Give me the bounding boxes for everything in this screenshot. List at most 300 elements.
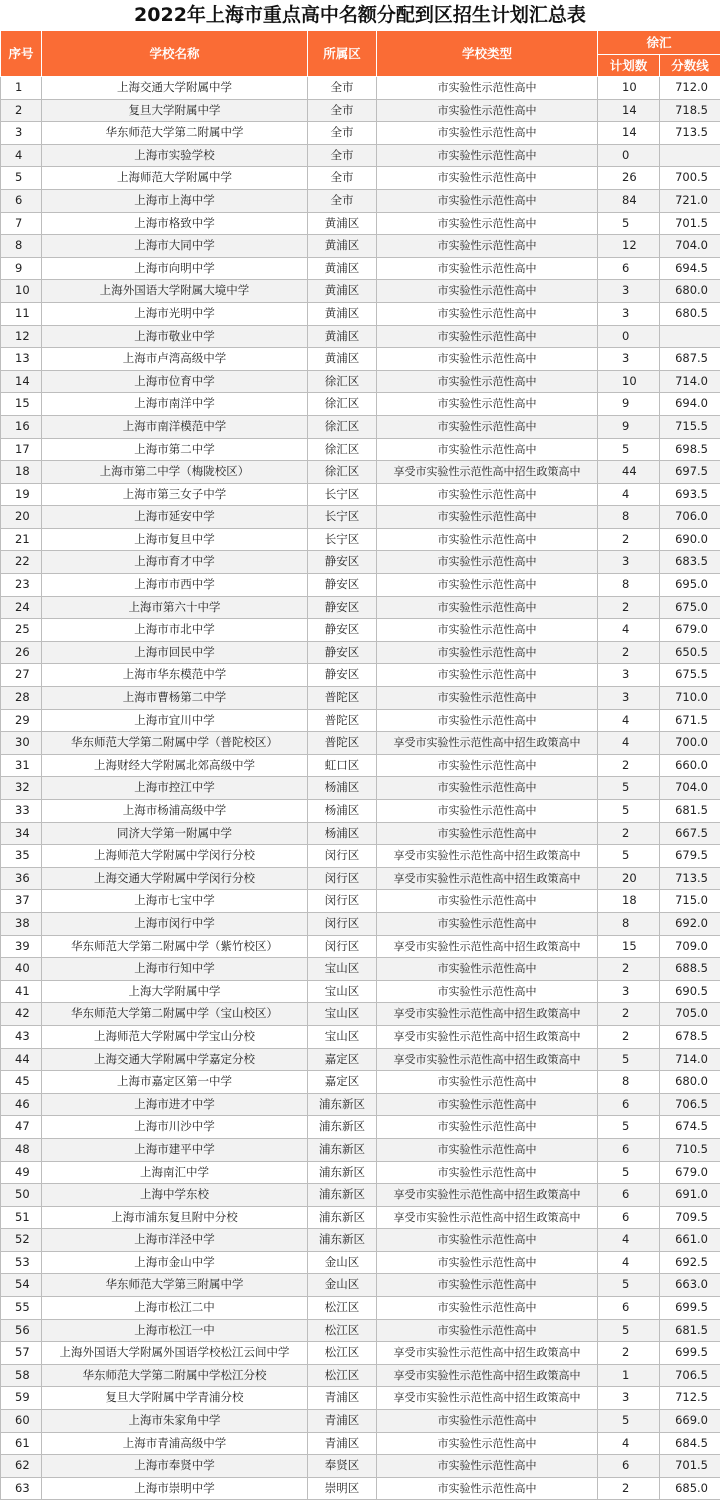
cell-school-name: 上海市松江一中 <box>42 1319 308 1342</box>
cell-index: 31 <box>1 754 42 777</box>
cell-school-type: 市实验性示范性高中 <box>377 574 598 597</box>
cell-school-type: 市实验性示范性高中 <box>377 1432 598 1455</box>
cell-district: 青浦区 <box>308 1432 377 1455</box>
cell-district: 浦东新区 <box>308 1138 377 1161</box>
cell-plan-count: 4 <box>598 1432 660 1455</box>
cell-index: 25 <box>1 619 42 642</box>
cell-plan-count: 3 <box>598 687 660 710</box>
cell-school-type: 市实验性示范性高中 <box>377 122 598 145</box>
cell-school-type: 市实验性示范性高中 <box>377 1455 598 1478</box>
cell-school-name: 上海市回民中学 <box>42 641 308 664</box>
cell-plan-count: 5 <box>598 777 660 800</box>
cell-index: 57 <box>1 1342 42 1365</box>
cell-plan-count: 4 <box>598 483 660 506</box>
cell-index: 6 <box>1 189 42 212</box>
cell-score-line: 699.5 <box>660 1297 720 1320</box>
table-row <box>1 528 720 551</box>
cell-plan-count: 2 <box>598 1477 660 1500</box>
cell-school-type: 市实验性示范性高中 <box>377 890 598 913</box>
cell-index: 30 <box>1 732 42 755</box>
cell-plan-count: 6 <box>598 1184 660 1207</box>
cell-score-line: 669.0 <box>660 1410 720 1433</box>
cell-district: 宝山区 <box>308 980 377 1003</box>
cell-school-type: 市实验性示范性高中 <box>377 777 598 800</box>
cell-school-name: 上海市宜川中学 <box>42 709 308 732</box>
cell-district: 黄浦区 <box>308 348 377 371</box>
cell-index: 54 <box>1 1274 42 1297</box>
cell-school-type: 享受市实验性示范性高中招生政策高中 <box>377 1184 598 1207</box>
cell-score-line: 693.5 <box>660 483 720 506</box>
cell-plan-count: 8 <box>598 506 660 529</box>
table-row <box>1 1048 720 1071</box>
cell-school-name: 上海市南洋中学 <box>42 393 308 416</box>
cell-score-line <box>660 325 720 348</box>
cell-school-type: 市实验性示范性高中 <box>377 280 598 303</box>
cell-school-name: 上海市敬业中学 <box>42 325 308 348</box>
cell-score-line: 709.5 <box>660 1206 720 1229</box>
cell-score-line: 715.5 <box>660 415 720 438</box>
cell-school-type: 享受市实验性示范性高中招生政策高中 <box>377 1387 598 1410</box>
cell-school-type: 市实验性示范性高中 <box>377 1071 598 1094</box>
cell-index: 56 <box>1 1319 42 1342</box>
cell-index: 59 <box>1 1387 42 1410</box>
cell-district: 长宁区 <box>308 506 377 529</box>
cell-school-name: 华东师范大学第二附属中学（普陀校区） <box>42 732 308 755</box>
cell-plan-count: 5 <box>598 1319 660 1342</box>
cell-district: 长宁区 <box>308 528 377 551</box>
cell-plan-count: 5 <box>598 1048 660 1071</box>
cell-index: 55 <box>1 1297 42 1320</box>
cell-school-type: 市实验性示范性高中 <box>377 619 598 642</box>
cell-district: 徐汇区 <box>308 415 377 438</box>
cell-school-name: 上海市格致中学 <box>42 212 308 235</box>
cell-district: 浦东新区 <box>308 1184 377 1207</box>
cell-index: 18 <box>1 461 42 484</box>
cell-district: 普陀区 <box>308 732 377 755</box>
cell-score-line: 712.5 <box>660 1387 720 1410</box>
cell-school-type: 市实验性示范性高中 <box>377 1274 598 1297</box>
cell-school-type: 市实验性示范性高中 <box>377 1410 598 1433</box>
cell-plan-count: 6 <box>598 1138 660 1161</box>
table-row <box>1 1161 720 1184</box>
cell-school-name: 上海市向明中学 <box>42 257 308 280</box>
cell-plan-count: 18 <box>598 890 660 913</box>
cell-school-type: 市实验性示范性高中 <box>377 77 598 100</box>
cell-district: 静安区 <box>308 574 377 597</box>
cell-index: 53 <box>1 1251 42 1274</box>
table-row <box>1 212 720 235</box>
cell-district: 静安区 <box>308 551 377 574</box>
table-row <box>1 1138 720 1161</box>
cell-district: 静安区 <box>308 596 377 619</box>
cell-score-line: 697.5 <box>660 461 720 484</box>
cell-index: 10 <box>1 280 42 303</box>
cell-school-name: 上海市华东模范中学 <box>42 664 308 687</box>
cell-index: 26 <box>1 641 42 664</box>
table-row <box>1 1364 720 1387</box>
cell-score-line: 709.0 <box>660 935 720 958</box>
cell-index: 4 <box>1 144 42 167</box>
cell-plan-count: 9 <box>598 393 660 416</box>
cell-score-line: 714.0 <box>660 1048 720 1071</box>
cell-district: 闵行区 <box>308 890 377 913</box>
cell-school-name: 上海大学附属中学 <box>42 980 308 1003</box>
table-row <box>1 890 720 913</box>
cell-score-line: 694.5 <box>660 257 720 280</box>
table-row <box>1 687 720 710</box>
cell-plan-count: 2 <box>598 1003 660 1026</box>
header-type: 学校类型 <box>377 31 598 77</box>
cell-index: 23 <box>1 574 42 597</box>
page-title: 2022年上海市重点高中名额分配到区招生计划汇总表 <box>134 4 586 26</box>
cell-index: 44 <box>1 1048 42 1071</box>
cell-score-line: 706.5 <box>660 1093 720 1116</box>
table-row <box>1 709 720 732</box>
table-row <box>1 1071 720 1094</box>
cell-school-name: 上海市七宝中学 <box>42 890 308 913</box>
table-row <box>1 1025 720 1048</box>
cell-school-name: 上海市延安中学 <box>42 506 308 529</box>
cell-school-type: 享受市实验性示范性高中招生政策高中 <box>377 935 598 958</box>
cell-index: 32 <box>1 777 42 800</box>
cell-district: 闵行区 <box>308 867 377 890</box>
cell-school-type: 市实验性示范性高中 <box>377 958 598 981</box>
cell-plan-count: 2 <box>598 528 660 551</box>
cell-school-name: 上海市杨浦高级中学 <box>42 800 308 823</box>
cell-index: 60 <box>1 1410 42 1433</box>
cell-plan-count: 10 <box>598 77 660 100</box>
header-score: 分数线 <box>660 55 720 77</box>
header-plan: 计划数 <box>598 55 660 77</box>
cell-school-name: 复旦大学附属中学青浦分校 <box>42 1387 308 1410</box>
table-row <box>1 122 720 145</box>
cell-district: 金山区 <box>308 1274 377 1297</box>
cell-score-line: 667.5 <box>660 822 720 845</box>
cell-plan-count: 2 <box>598 1342 660 1365</box>
table-row <box>1 1003 720 1026</box>
table-row <box>1 1297 720 1320</box>
cell-plan-count: 44 <box>598 461 660 484</box>
cell-plan-count: 5 <box>598 1116 660 1139</box>
table-body <box>1 77 720 1500</box>
cell-school-name: 上海市洋泾中学 <box>42 1229 308 1252</box>
cell-district: 黄浦区 <box>308 325 377 348</box>
cell-plan-count: 3 <box>598 302 660 325</box>
cell-district: 全市 <box>308 144 377 167</box>
cell-school-name: 上海交通大学附属中学闵行分校 <box>42 867 308 890</box>
cell-plan-count: 5 <box>598 438 660 461</box>
cell-index: 20 <box>1 506 42 529</box>
table-row <box>1 235 720 258</box>
cell-plan-count: 6 <box>598 257 660 280</box>
cell-plan-count: 4 <box>598 1229 660 1252</box>
cell-school-name: 复旦大学附属中学 <box>42 99 308 122</box>
cell-index: 39 <box>1 935 42 958</box>
cell-score-line: 713.5 <box>660 867 720 890</box>
cell-plan-count: 9 <box>598 415 660 438</box>
cell-score-line: 710.0 <box>660 687 720 710</box>
cell-plan-count: 84 <box>598 189 660 212</box>
table-row <box>1 483 720 506</box>
table-row <box>1 438 720 461</box>
table-row <box>1 867 720 890</box>
cell-index: 14 <box>1 370 42 393</box>
cell-school-name: 上海交通大学附属中学 <box>42 77 308 100</box>
cell-score-line: 700.5 <box>660 167 720 190</box>
cell-score-line: 679.0 <box>660 1161 720 1184</box>
cell-score-line: 710.5 <box>660 1138 720 1161</box>
cell-school-type: 市实验性示范性高中 <box>377 506 598 529</box>
cell-school-name: 上海市育才中学 <box>42 551 308 574</box>
cell-school-type: 市实验性示范性高中 <box>377 1319 598 1342</box>
cell-district: 杨浦区 <box>308 822 377 845</box>
cell-district: 徐汇区 <box>308 370 377 393</box>
table-row <box>1 1116 720 1139</box>
cell-index: 48 <box>1 1138 42 1161</box>
cell-index: 34 <box>1 822 42 845</box>
cell-score-line: 660.0 <box>660 754 720 777</box>
cell-district: 浦东新区 <box>308 1093 377 1116</box>
cell-score-line: 685.0 <box>660 1477 720 1500</box>
cell-school-name: 上海市复旦中学 <box>42 528 308 551</box>
table-row <box>1 506 720 529</box>
cell-school-type: 享受市实验性示范性高中招生政策高中 <box>377 1364 598 1387</box>
cell-district: 浦东新区 <box>308 1229 377 1252</box>
enrollment-table <box>0 30 720 1500</box>
cell-plan-count: 15 <box>598 935 660 958</box>
cell-score-line: 678.5 <box>660 1025 720 1048</box>
table-row <box>1 912 720 935</box>
cell-plan-count: 5 <box>598 1410 660 1433</box>
cell-district: 普陀区 <box>308 687 377 710</box>
cell-plan-count: 20 <box>598 867 660 890</box>
cell-school-name: 上海市川沙中学 <box>42 1116 308 1139</box>
cell-school-name: 华东师范大学第二附属中学 <box>42 122 308 145</box>
cell-school-name: 上海市行知中学 <box>42 958 308 981</box>
cell-school-name: 上海市青浦高级中学 <box>42 1432 308 1455</box>
table-row <box>1 189 720 212</box>
cell-score-line: 694.0 <box>660 393 720 416</box>
cell-school-name: 华东师范大学第二附属中学（宝山校区） <box>42 1003 308 1026</box>
table-row <box>1 325 720 348</box>
cell-plan-count: 12 <box>598 235 660 258</box>
cell-index: 52 <box>1 1229 42 1252</box>
cell-school-type: 市实验性示范性高中 <box>377 1297 598 1320</box>
cell-school-type: 享受市实验性示范性高中招生政策高中 <box>377 867 598 890</box>
cell-plan-count: 4 <box>598 619 660 642</box>
cell-school-type: 市实验性示范性高中 <box>377 1093 598 1116</box>
cell-district: 杨浦区 <box>308 800 377 823</box>
cell-school-name: 上海市奉贤中学 <box>42 1455 308 1478</box>
cell-index: 21 <box>1 528 42 551</box>
cell-score-line: 663.0 <box>660 1274 720 1297</box>
cell-district: 全市 <box>308 167 377 190</box>
table-row <box>1 1229 720 1252</box>
cell-school-name: 上海外国语大学附属外国语学校松江云间中学 <box>42 1342 308 1365</box>
cell-school-name: 上海市大同中学 <box>42 235 308 258</box>
cell-school-name: 上海市第三女子中学 <box>42 483 308 506</box>
cell-school-type: 市实验性示范性高中 <box>377 415 598 438</box>
cell-district: 静安区 <box>308 619 377 642</box>
cell-plan-count: 8 <box>598 912 660 935</box>
cell-district: 虹口区 <box>308 754 377 777</box>
cell-index: 47 <box>1 1116 42 1139</box>
table-row <box>1 754 720 777</box>
cell-district: 徐汇区 <box>308 393 377 416</box>
cell-score-line: 690.5 <box>660 980 720 1003</box>
cell-school-type: 市实验性示范性高中 <box>377 144 598 167</box>
cell-score-line: 712.0 <box>660 77 720 100</box>
cell-district: 静安区 <box>308 664 377 687</box>
cell-score-line: 706.0 <box>660 506 720 529</box>
cell-index: 33 <box>1 800 42 823</box>
cell-school-type: 享受市实验性示范性高中招生政策高中 <box>377 1342 598 1365</box>
cell-score-line <box>660 144 720 167</box>
cell-index: 16 <box>1 415 42 438</box>
header-index: 序号 <box>1 31 42 77</box>
table-row <box>1 845 720 868</box>
cell-plan-count: 5 <box>598 800 660 823</box>
cell-school-type: 享受市实验性示范性高中招生政策高中 <box>377 1003 598 1026</box>
cell-index: 49 <box>1 1161 42 1184</box>
table-row <box>1 732 720 755</box>
cell-school-type: 市实验性示范性高中 <box>377 1138 598 1161</box>
cell-plan-count: 8 <box>598 574 660 597</box>
cell-school-name: 上海市位育中学 <box>42 370 308 393</box>
table-row <box>1 1206 720 1229</box>
cell-district: 青浦区 <box>308 1410 377 1433</box>
cell-school-name: 上海市第二中学（梅陇校区） <box>42 461 308 484</box>
cell-school-type: 市实验性示范性高中 <box>377 754 598 777</box>
cell-school-type: 市实验性示范性高中 <box>377 189 598 212</box>
cell-school-name: 上海市市西中学 <box>42 574 308 597</box>
cell-school-type: 市实验性示范性高中 <box>377 167 598 190</box>
cell-index: 43 <box>1 1025 42 1048</box>
cell-district: 静安区 <box>308 641 377 664</box>
cell-plan-count: 3 <box>598 551 660 574</box>
cell-school-name: 上海市松江二中 <box>42 1297 308 1320</box>
cell-district: 黄浦区 <box>308 257 377 280</box>
cell-plan-count: 2 <box>598 754 660 777</box>
table-row <box>1 99 720 122</box>
cell-plan-count: 2 <box>598 596 660 619</box>
cell-district: 松江区 <box>308 1297 377 1320</box>
cell-index: 15 <box>1 393 42 416</box>
cell-school-name: 上海市第二中学 <box>42 438 308 461</box>
cell-district: 黄浦区 <box>308 212 377 235</box>
cell-school-type: 市实验性示范性高中 <box>377 483 598 506</box>
cell-index: 36 <box>1 867 42 890</box>
cell-district: 全市 <box>308 189 377 212</box>
table-row <box>1 348 720 371</box>
cell-score-line: 692.0 <box>660 912 720 935</box>
cell-school-type: 市实验性示范性高中 <box>377 1477 598 1500</box>
cell-school-type: 享受市实验性示范性高中招生政策高中 <box>377 461 598 484</box>
table-row <box>1 1432 720 1455</box>
cell-district: 松江区 <box>308 1342 377 1365</box>
table-row <box>1 257 720 280</box>
cell-school-type: 市实验性示范性高中 <box>377 325 598 348</box>
table-row <box>1 1387 720 1410</box>
cell-district: 嘉定区 <box>308 1048 377 1071</box>
table-row <box>1 280 720 303</box>
cell-plan-count: 0 <box>598 325 660 348</box>
cell-school-type: 市实验性示范性高中 <box>377 235 598 258</box>
cell-index: 19 <box>1 483 42 506</box>
cell-district: 长宁区 <box>308 483 377 506</box>
table-row <box>1 77 720 100</box>
cell-school-name: 上海外国语大学附属大境中学 <box>42 280 308 303</box>
table-row <box>1 664 720 687</box>
cell-school-type: 市实验性示范性高中 <box>377 800 598 823</box>
cell-plan-count: 3 <box>598 664 660 687</box>
table-row <box>1 596 720 619</box>
cell-score-line: 679.5 <box>660 845 720 868</box>
table-row <box>1 1093 720 1116</box>
cell-school-name: 上海市曹杨第二中学 <box>42 687 308 710</box>
header-group-xuhui: 徐汇 <box>598 31 720 55</box>
cell-index: 7 <box>1 212 42 235</box>
cell-district: 浦东新区 <box>308 1206 377 1229</box>
cell-school-name: 上海中学东校 <box>42 1184 308 1207</box>
cell-index: 50 <box>1 1184 42 1207</box>
cell-school-type: 市实验性示范性高中 <box>377 551 598 574</box>
cell-school-name: 上海市第六十中学 <box>42 596 308 619</box>
cell-score-line: 680.0 <box>660 1071 720 1094</box>
table-row <box>1 1342 720 1365</box>
cell-school-name: 上海市光明中学 <box>42 302 308 325</box>
table-row <box>1 144 720 167</box>
cell-district: 普陀区 <box>308 709 377 732</box>
cell-score-line: 705.0 <box>660 1003 720 1026</box>
cell-plan-count: 4 <box>598 709 660 732</box>
cell-score-line: 714.0 <box>660 370 720 393</box>
cell-school-type: 市实验性示范性高中 <box>377 822 598 845</box>
cell-district: 松江区 <box>308 1364 377 1387</box>
cell-index: 28 <box>1 687 42 710</box>
cell-score-line: 704.0 <box>660 777 720 800</box>
cell-plan-count: 6 <box>598 1297 660 1320</box>
cell-school-type: 享受市实验性示范性高中招生政策高中 <box>377 845 598 868</box>
table-row <box>1 167 720 190</box>
cell-index: 51 <box>1 1206 42 1229</box>
cell-score-line: 704.0 <box>660 235 720 258</box>
table-row <box>1 1319 720 1342</box>
cell-index: 61 <box>1 1432 42 1455</box>
table-row <box>1 980 720 1003</box>
cell-school-name: 上海市进才中学 <box>42 1093 308 1116</box>
cell-district: 闵行区 <box>308 935 377 958</box>
cell-school-type: 享受市实验性示范性高中招生政策高中 <box>377 1025 598 1048</box>
cell-index: 1 <box>1 77 42 100</box>
cell-score-line: 706.5 <box>660 1364 720 1387</box>
table-row <box>1 551 720 574</box>
cell-index: 12 <box>1 325 42 348</box>
cell-district: 浦东新区 <box>308 1116 377 1139</box>
table-row <box>1 302 720 325</box>
cell-index: 45 <box>1 1071 42 1094</box>
cell-school-name: 上海市南洋模范中学 <box>42 415 308 438</box>
cell-school-name: 上海市市北中学 <box>42 619 308 642</box>
cell-plan-count: 3 <box>598 1387 660 1410</box>
cell-plan-count: 2 <box>598 822 660 845</box>
cell-plan-count: 6 <box>598 1455 660 1478</box>
cell-plan-count: 2 <box>598 1025 660 1048</box>
cell-school-name: 上海市嘉定区第一中学 <box>42 1071 308 1094</box>
cell-school-name: 上海市浦东复旦附中分校 <box>42 1206 308 1229</box>
cell-school-type: 市实验性示范性高中 <box>377 212 598 235</box>
cell-score-line: 680.5 <box>660 302 720 325</box>
